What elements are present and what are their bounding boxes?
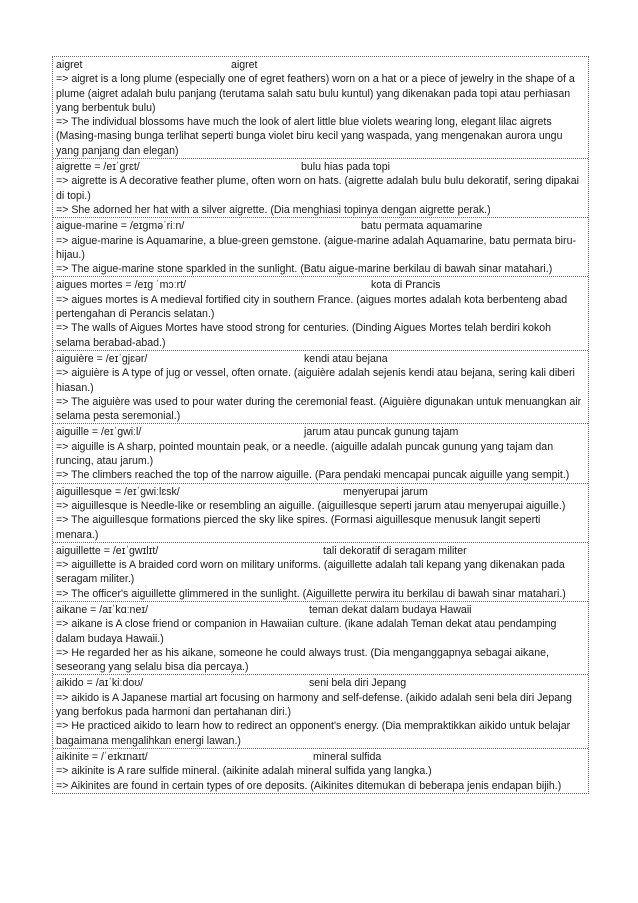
entry-aikinite <box>53 749 588 793</box>
entry-aikido <box>53 675 588 748</box>
entry-aigue-marine <box>53 218 588 277</box>
entry-aigret <box>53 57 588 159</box>
entry-term: aigue-marine = /eɪɡməˈriːn/ <box>56 220 185 233</box>
entry-term: aigrette = /eɪˈɡrɛt/ <box>56 161 140 174</box>
entry-term: aikido = /aɪˈkiːdoʊ/ <box>56 677 144 690</box>
entry-aiguillesque <box>53 484 588 543</box>
entry-example: => The aiguillesque formations pierced the sky like spires. (Formasi aiguillesque menusuk langit seperti menara.) <box>56 514 541 541</box>
entry-example: => The aigue-marine stone sparkled in the sunlight. (Batu aigue-marine berkilau di bawah sinar matahari.) <box>56 263 553 276</box>
glossary-table <box>52 56 589 794</box>
entry-translation: aigret <box>231 59 258 71</box>
entry-term: aikane = /aɪˈkɑːneɪ/ <box>56 603 149 616</box>
entry-translation: teman dekat dalam budaya Hawaii <box>309 603 472 616</box>
entry-term: aiguière = /eɪˈɡjɛər/ <box>56 352 148 365</box>
entry-definition: => aigues mortes is A medieval fortified city in southern France. (aigues mortes adalah kota berbenteng abad pertengahan di Perancis selatan.) <box>56 293 568 321</box>
entry-term: aigues mortes = /eɪɡ ˈmɔːrt/ <box>56 279 187 292</box>
entry-term: aiguille = /eɪˈɡwiːl/ <box>56 426 142 439</box>
entry-example: => He practiced aikido to learn how to redirect an opponent's energy. (Dia mempraktikkan aikido untuk belajar bagaimana mengalihkan energi lawan.) <box>56 720 571 747</box>
entry-translation: kota di Prancis <box>371 279 441 292</box>
entry-translation: kendi atau bejana <box>304 352 388 365</box>
entry-definition: => aikinite is A rare sulfide mineral. (aikinite adalah mineral sulfida yang langka.) <box>56 765 432 778</box>
entry-definition: => aiguière is A type of jug or vessel, often ornate. (aiguière adalah sejenis kendi atau bejana, sering kali diberi hiasan.) <box>56 367 575 394</box>
entry-translation: menyerupai jarum <box>343 485 428 498</box>
entry-term: aiguillette = /eɪˈɡwɪlɪt/ <box>56 544 159 557</box>
entry-example: => The walls of Aigues Mortes have stood strong for centuries. (Dinding Aigues Mortes telah berdiri kokoh selama berabad-abad.) <box>56 322 552 349</box>
entry-definition: => aiguillesque is Needle-like or resembling an aiguille. (aiguillesque seperti jarum atau menyerupai aiguille.) <box>56 499 566 512</box>
entry-example: => Aikinites are found in certain types of ore deposits. (Aikinites ditemukan di beberapa jenis endapan bijih.) <box>56 779 562 792</box>
entry-example: => The individual blossoms have much the look of alert little blue violets wearing long, elegant lilac aigrets (Masing-masing bunga terlihat seperti bunga violet biru kecil yang waspada, yang mengenakan aurora ungu yang panjang dan elegan) <box>56 116 563 157</box>
entry-aigues-mortes <box>53 277 588 350</box>
entry-example: => She adorned her hat with a silver aigrette. (Dia menghiasi topinya dengan aigrette perak.) <box>56 203 491 216</box>
entry-aiguiere <box>53 351 588 424</box>
entry-definition: => aiguille is A sharp, pointed mountain peak, or a needle. (aiguille adalah puncak gunung yang tajam dan runcing, atau jarum.) <box>56 440 554 468</box>
entry-definition: => aiguillette is A braided cord worn on military uniforms. (aiguillette adalah tali kepang yang dikenakan pada seragam militer.) <box>56 559 565 586</box>
entry-aikane <box>53 602 588 675</box>
entry-term: aikinite = /ˈeɪkɪnaɪt/ <box>56 750 148 763</box>
entry-translation: mineral sulfida <box>313 750 382 763</box>
entry-translation: bulu hias pada topi <box>301 161 390 174</box>
entry-definition: => aigret is a long plume (especially one of egret feathers) worn on a hat or a piece of jewelry in the shape of a plume (aigret adalah bulu panjang (terutama salah satu bulu kuntul) yang dikenakan pada topi atau perhiasan yang berbentuk bulu) <box>56 73 575 114</box>
entry-example: => The aiguière was used to pour water during the ceremonial feast. (Aiguière digunakan untuk menuangkan air selama pesta seremonial.) <box>56 395 582 423</box>
entry-translation: batu permata aquamarine <box>361 220 483 233</box>
entry-definition: => aikido is A Japanese martial art focusing on harmony and self-defense. (aikido adalah seni bela diri Jepang yang berfokus pada harmoni dan pertahanan diri.) <box>56 691 572 719</box>
entry-aiguille <box>53 424 588 483</box>
entry-translation: tali dekoratif di seragam militer <box>323 544 467 557</box>
entry-example: => He regarded her as his aikane, someone he could always trust. (Dia menganggapnya sebagai aikane, seseorang yang selalu bisa dia percaya.) <box>56 646 549 674</box>
entry-example: => The climbers reached the top of the narrow aiguille. (Para pendaki mencapai puncak aiguille yang sempit.) <box>56 469 570 482</box>
entry-definition: => aikane is A close friend or companion in Hawaiian culture. (ikane adalah Teman dekat atau pendamping dalam budaya Hawaii.) <box>56 618 557 645</box>
entry-aiguillette <box>53 543 588 602</box>
entry-example: => The officer's aiguillette glimmered in the sunlight. (Aiguillette perwira itu berkilau di bawah sinar matahari.) <box>56 587 566 600</box>
entry-translation: seni bela diri Jepang <box>309 677 407 690</box>
entry-term: aigret <box>56 59 83 71</box>
entry-translation: jarum atau puncak gunung tajam <box>304 426 459 439</box>
entry-aigrette <box>53 159 588 218</box>
entry-definition: => aigrette is A decorative feather plume, often worn on hats. (aigrette adalah bulu bulu dekoratif, sering dipakai di topi.) <box>56 175 579 202</box>
entry-term: aiguillesque = /eɪˈɡwiːlɛsk/ <box>56 485 180 498</box>
entry-definition: => aigue-marine is Aquamarine, a blue-green gemstone. (aigue-marine adalah Aquamarine, batu permata biru-hijau.) <box>56 234 576 261</box>
